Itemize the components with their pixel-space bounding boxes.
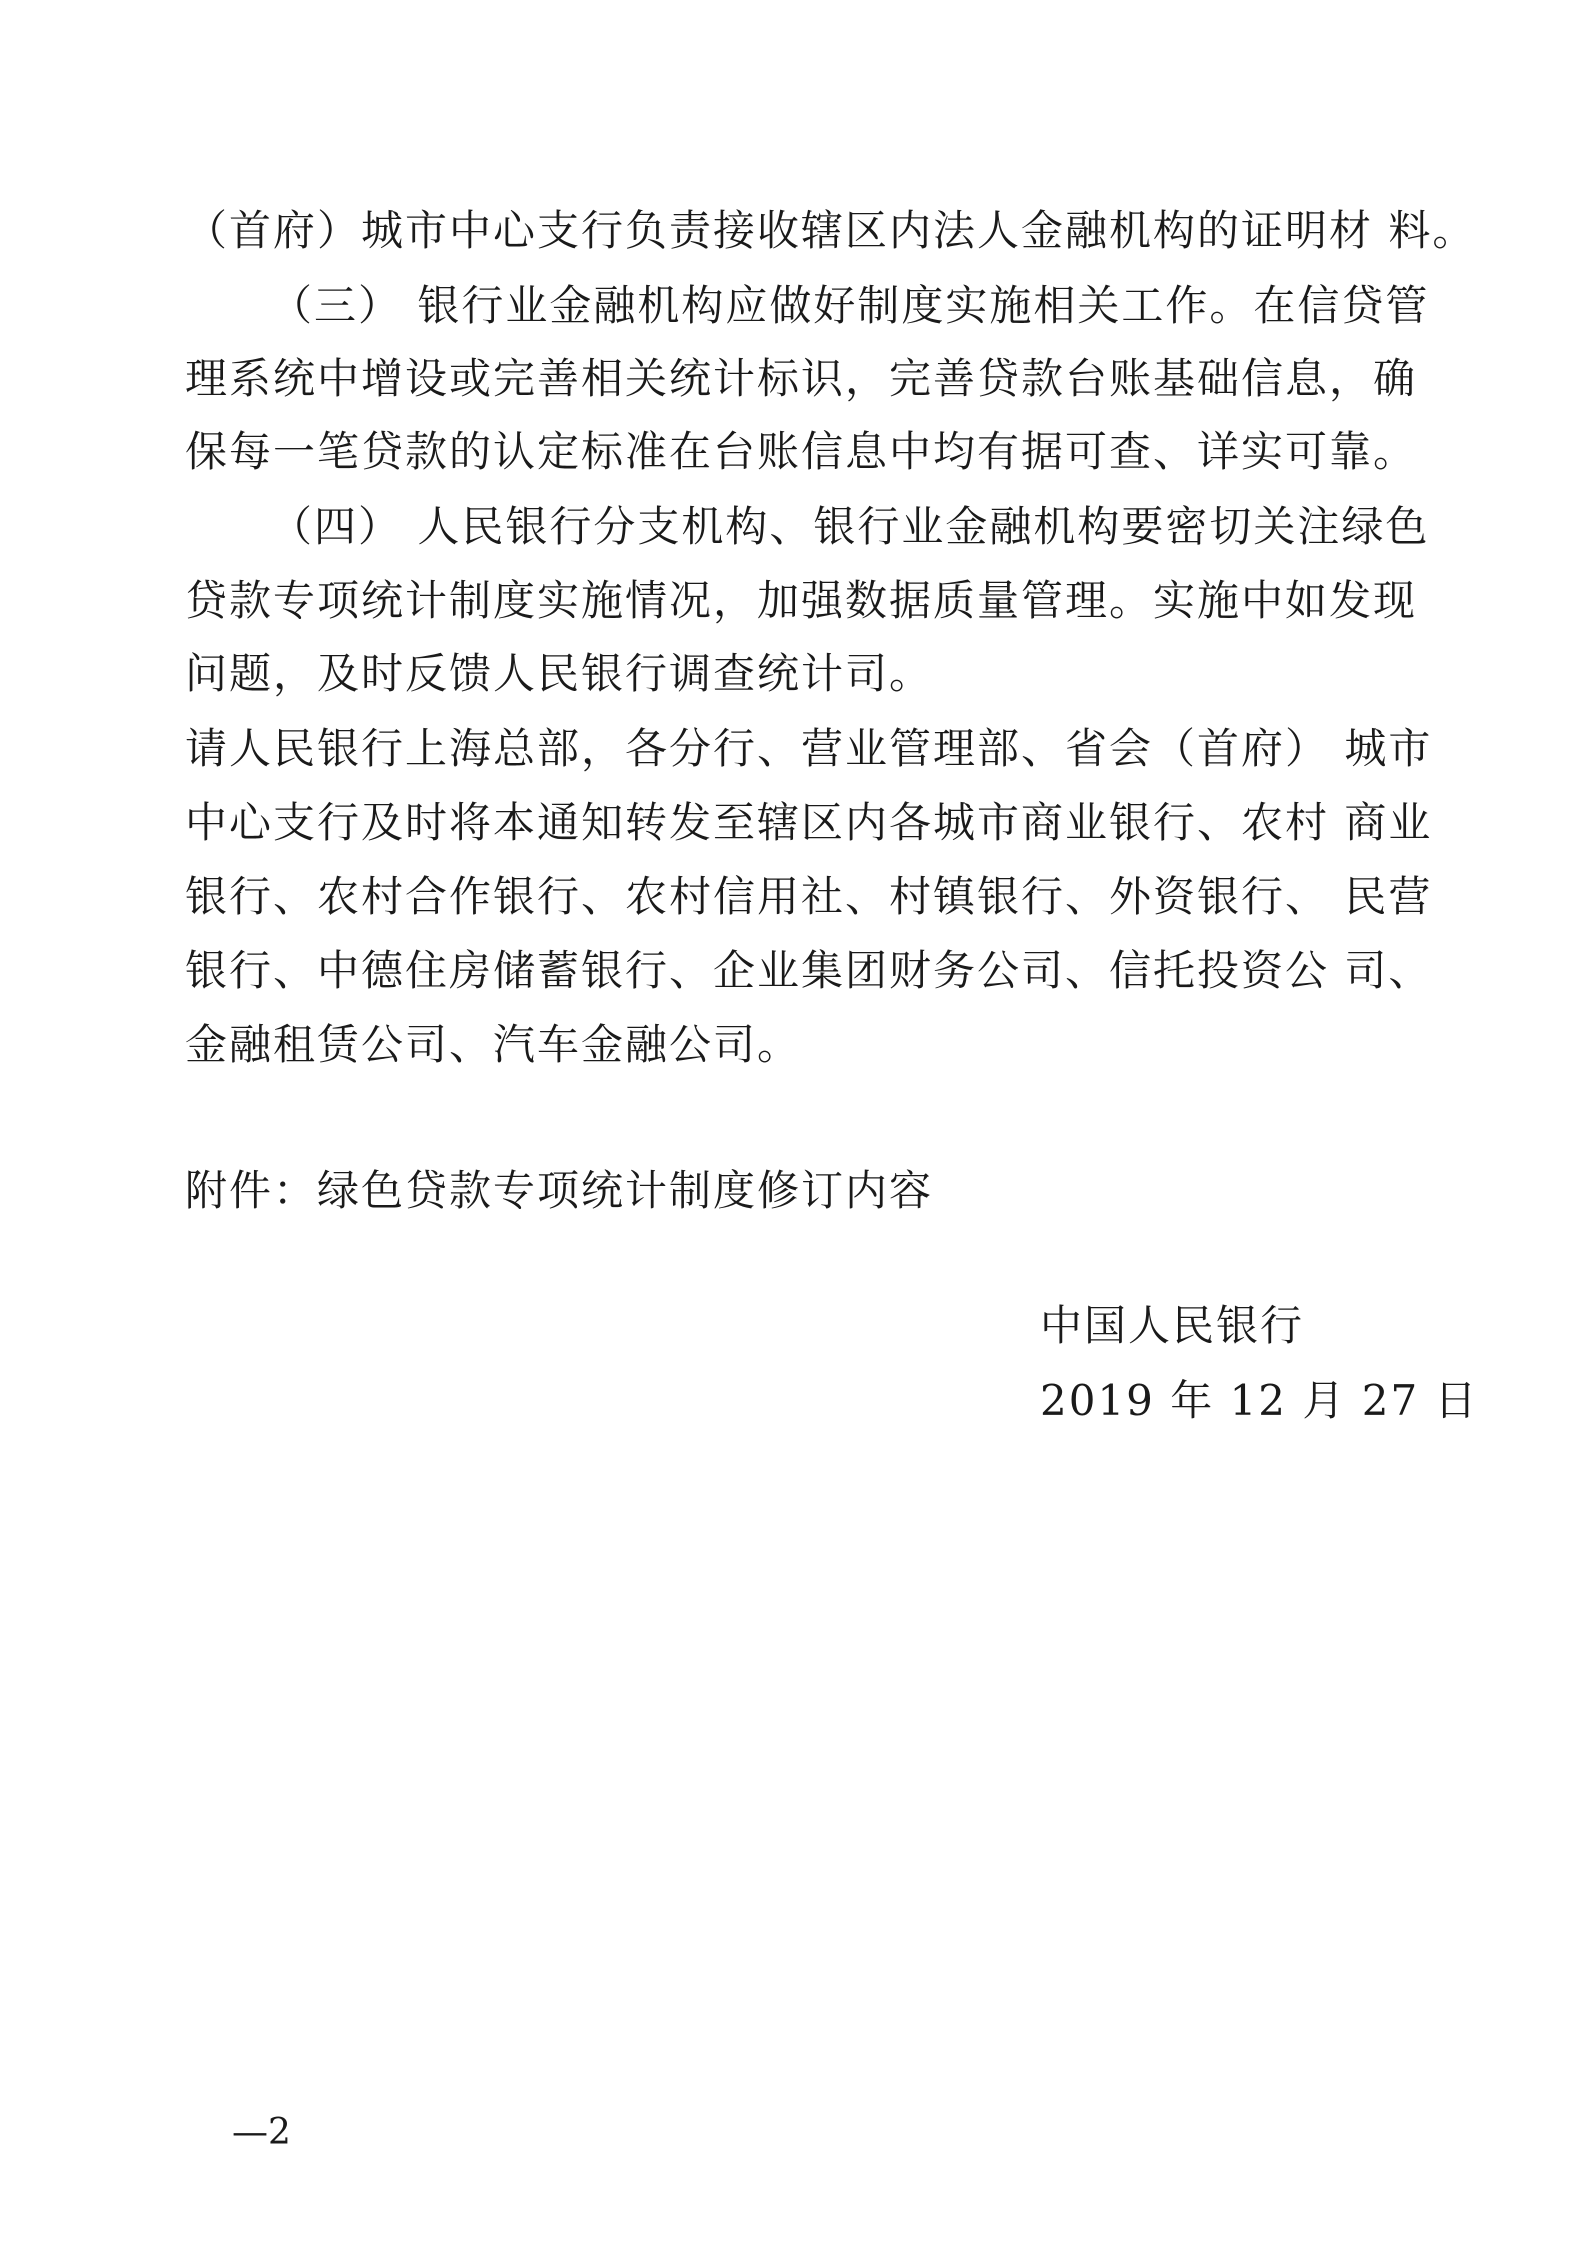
- paragraph-line: 贷款专项统计制度实施情况，加强数据质量管理。实施中如发现: [185, 576, 1418, 625]
- issuer-signature: 中国人民银行: [1040, 1301, 1305, 1350]
- paragraph-line: 中心支行及时将本通知转发至辖区内各城市商业银行、农村 商业: [185, 798, 1433, 847]
- paragraph-line: 请人民银行上海总部，各分行、营业管理部、省会（首府） 城市: [185, 724, 1433, 773]
- paragraph-line: （三） 银行业金融机构应做好制度实施相关工作。在信贷管: [270, 281, 1430, 330]
- page-number: —2: [232, 2112, 291, 2153]
- paragraph-line: 问题，及时反馈人民银行调查统计司。: [185, 649, 934, 698]
- paragraph-line: 银行、农村合作银行、农村信用社、村镇银行、外资银行、 民营: [185, 872, 1433, 921]
- paragraph-line: （四） 人民银行分支机构、银行业金融机构要密切关注绿色: [270, 502, 1430, 551]
- paragraph-line: 金融租赁公司、汽车金融公司。: [185, 1020, 802, 1069]
- paragraph-line: （首府）城市中心支行负责接收辖区内法人金融机构的证明材 料。: [185, 206, 1477, 255]
- paragraph-line: 理系统中增设或完善相关统计标识，完善贷款台账基础信息，确: [185, 354, 1418, 403]
- attachment-note: 附件：绿色贷款专项统计制度修订内容: [185, 1166, 934, 1215]
- issue-date: 2019 年 12 月 27 日: [1040, 1376, 1479, 1425]
- paragraph-line: 银行、中德住房储蓄银行、企业集团财务公司、信托投资公 司、: [185, 946, 1433, 995]
- paragraph-line: 保每一笔贷款的认定标准在台账信息中均有据可查、详实可靠。: [185, 427, 1418, 476]
